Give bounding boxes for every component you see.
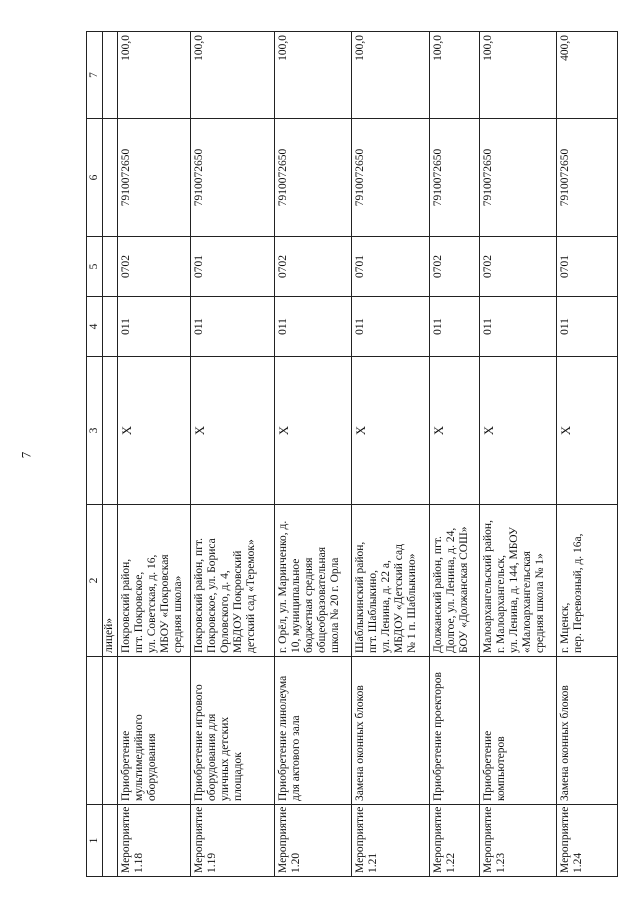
row-col-5: 0702	[429, 237, 479, 297]
row-col-7: 100,0	[190, 32, 274, 119]
row-id: Мероприятие 1.18	[117, 805, 190, 877]
header-row	[87, 32, 103, 877]
row-address: Шаблыкинский район, пгт. Шаблыкино, ул. Ленина, д. 22 а, МБДОУ «Детский сад № 1 п. Шаблыкино»	[352, 505, 429, 657]
row-mark: Х	[557, 357, 618, 505]
row-id: Мероприятие 1.21	[352, 805, 429, 877]
continuation-address: лицей»	[103, 505, 118, 657]
row-name: Замена оконных блоков	[352, 657, 429, 805]
row-col-4: 011	[479, 297, 556, 357]
row-id: Мероприятие 1.19	[190, 805, 274, 877]
row-col-4: 011	[190, 297, 274, 357]
row-col-4: 011	[117, 297, 190, 357]
row-mark: Х	[352, 357, 429, 505]
row-name: Приобретение компьютеров	[479, 657, 556, 805]
table-row	[274, 32, 351, 877]
row-col-7: 100,0	[429, 32, 479, 119]
row-name: Приобретение мультимедийного оборудования	[117, 657, 190, 805]
row-col-6: 7910072650	[274, 119, 351, 237]
row-mark: Х	[190, 357, 274, 505]
row-col-6: 7910072650	[117, 119, 190, 237]
row-id: Мероприятие 1.20	[274, 805, 351, 877]
header-col-7: 7	[87, 32, 103, 119]
row-name: Приобретение линолеума для актового зала	[274, 657, 351, 805]
row-col-6: 7910072650	[352, 119, 429, 237]
table-row	[117, 32, 190, 877]
row-address: г. Мценск, пер. Перевозный, д. 16а,	[557, 505, 618, 657]
row-address: Малоархангельский район, г. Малоархангельск, ул. Ленина, д. 144, МБОУ «Малоархангельская средняя школа № 1»	[479, 505, 556, 657]
header-col-1b	[87, 657, 103, 805]
row-col-7: 400,0	[557, 32, 618, 119]
row-col-5: 0701	[557, 237, 618, 297]
rotated-table-container	[86, 32, 618, 877]
row-col-5: 0702	[274, 237, 351, 297]
budget-table	[86, 31, 618, 877]
row-address: Должанский район, пгт. Долгое, ул. Ленина, д. 24, БОУ «Должанская СОШ»	[429, 505, 479, 657]
row-id: Мероприятие 1.23	[479, 805, 556, 877]
row-col-7: 100,0	[274, 32, 351, 119]
row-address: г. Орёл, ул. Маринченко, д. 10, муниципальное бюджетная средняя общеобразовательная школа № 20 г. Орла	[274, 505, 351, 657]
row-mark: Х	[117, 357, 190, 505]
row-col-7: 100,0	[117, 32, 190, 119]
row-col-4: 011	[557, 297, 618, 357]
row-col-6: 7910072650	[557, 119, 618, 237]
row-address: Покровский район, пгт. Покровское, ул. Бориса Орловского, д. 4, МБДОУ Покровский детский сад «Теремок»	[190, 505, 274, 657]
row-col-5: 0701	[352, 237, 429, 297]
continuation-row	[103, 32, 118, 877]
table-row	[479, 32, 556, 877]
row-mark: Х	[429, 357, 479, 505]
header-col-6: 6	[87, 119, 103, 237]
row-id: Мероприятие 1.22	[429, 805, 479, 877]
row-name: Замена оконных блоков	[557, 657, 618, 805]
row-col-7: 100,0	[352, 32, 429, 119]
row-col-4: 011	[429, 297, 479, 357]
row-mark: Х	[479, 357, 556, 505]
row-address: Покровский район, пгт. Покровское, ул. Советская, д. 16, МБОУ «Покровская средняя школа»	[117, 505, 190, 657]
row-id: Мероприятие 1.24	[557, 805, 618, 877]
header-col-5: 5	[87, 237, 103, 297]
header-col-1: 1	[87, 805, 103, 877]
header-col-2: 2	[87, 505, 103, 657]
header-col-4: 4	[87, 297, 103, 357]
row-col-4: 011	[352, 297, 429, 357]
row-col-5: 0701	[190, 237, 274, 297]
row-name: Приобретение проекторов	[429, 657, 479, 805]
table-body	[103, 32, 618, 877]
row-col-6: 7910072650	[190, 119, 274, 237]
table-row	[557, 32, 618, 877]
table-row	[190, 32, 274, 877]
table-row	[352, 32, 429, 877]
row-name: Приобретение игрового оборудования для уличных детских площадок	[190, 657, 274, 805]
table-row	[429, 32, 479, 877]
page-number: 7	[18, 451, 34, 459]
row-col-6: 7910072650	[429, 119, 479, 237]
header-col-3: 3	[87, 357, 103, 505]
row-col-5: 0702	[117, 237, 190, 297]
row-mark: Х	[274, 357, 351, 505]
row-col-7: 100,0	[479, 32, 556, 119]
row-col-5: 0702	[479, 237, 556, 297]
row-col-6: 7910072650	[479, 119, 556, 237]
row-col-4: 011	[274, 297, 351, 357]
